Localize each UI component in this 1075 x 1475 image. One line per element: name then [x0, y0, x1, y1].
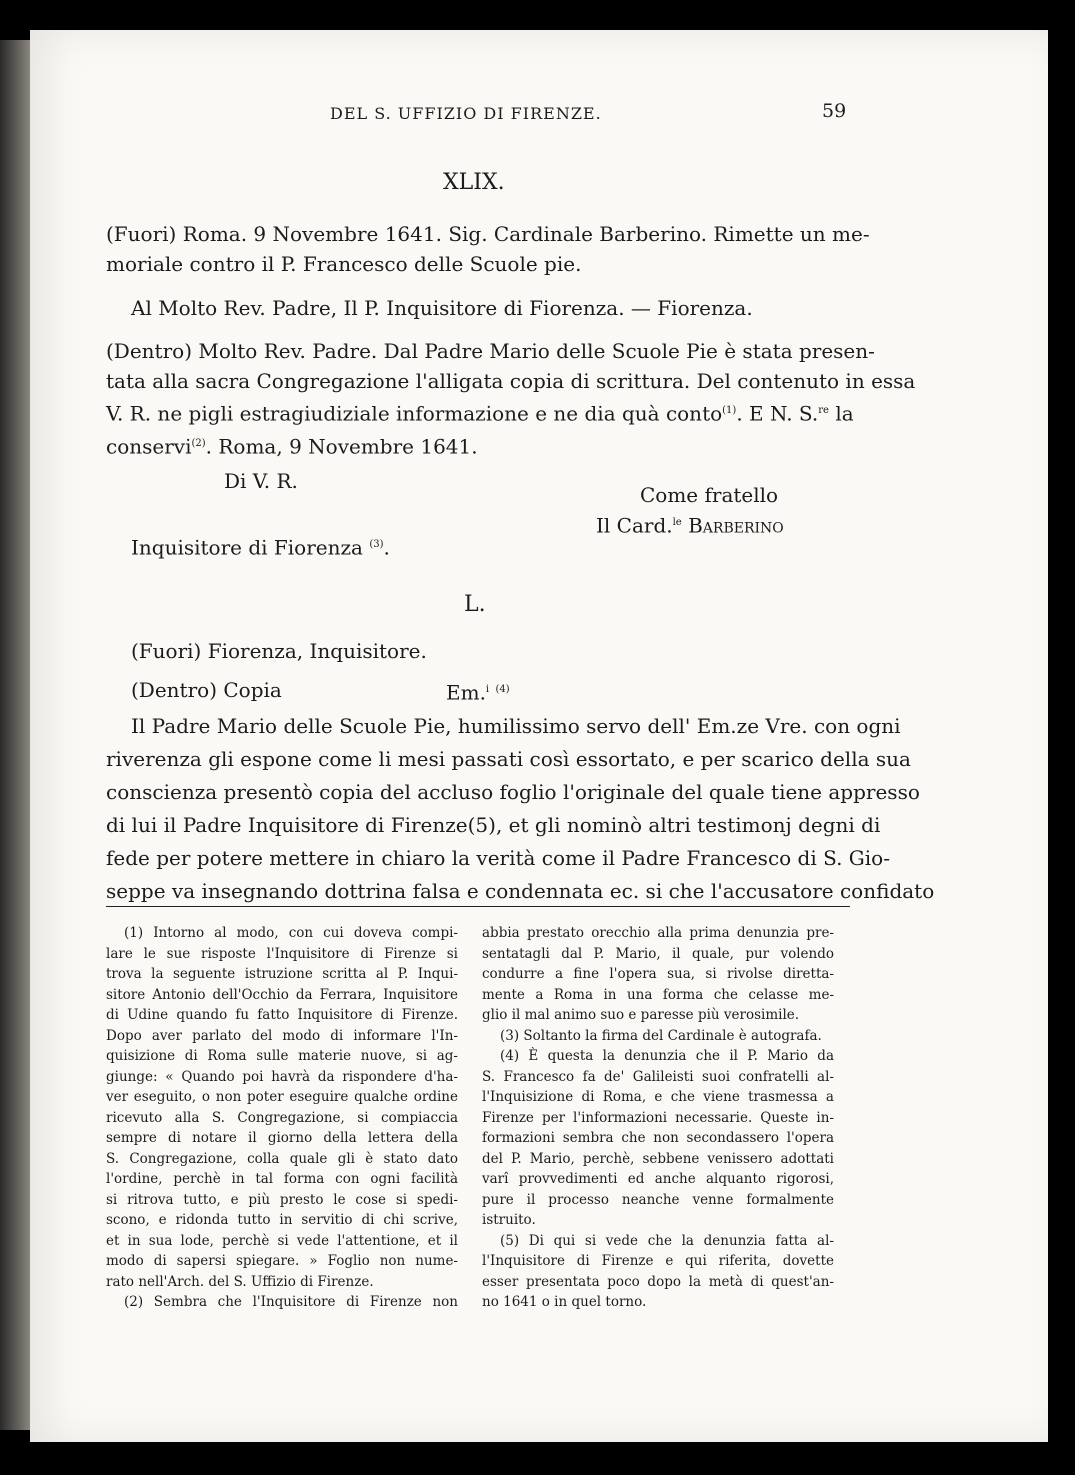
doc49-di-vr: Di V. R. [224, 469, 298, 493]
doc49-dentro [106, 336, 916, 461]
footnote-line: S. Congregazione, colla quale gli è stato dato [106, 1150, 458, 1167]
signature-name: Barberino [688, 513, 784, 538]
doc50-body [106, 710, 935, 908]
footnote-line: pure il processo neanche venne formalmente [482, 1191, 834, 1208]
text-line: moriale contro il P. Francesco delle Scuole pie. [106, 252, 582, 276]
text-segment: conservi [106, 434, 192, 459]
document-number-l: L. [464, 592, 486, 617]
footnote-line: istruito. [482, 1212, 536, 1228]
doc49-address: Al Molto Rev. Padre, Il P. Inquisitore di Fiorenza. — Fiorenza. [131, 296, 753, 320]
footnote-line: varî provvedimenti ed anche alquanto rigorosi, [482, 1171, 834, 1187]
signature-prefix: Il Card. [596, 513, 673, 538]
text-line: di lui il Padre Inquisitore di Firenze(5), et gli nominò altri testimonj degni di [106, 813, 881, 837]
doc50-fuori: (Fuori) Fiorenza, Inquisitore. [131, 639, 427, 663]
superscript: le [672, 517, 682, 528]
superscript: re [818, 405, 829, 416]
text-segment: V. R. ne pigli estragiudiziale informazione e ne dia quà conto [106, 401, 723, 426]
text-line: conscienza presentò copia del accluso foglio l'originale del quale tiene appresso [106, 780, 920, 804]
text-line: (Dentro) Molto Rev. Padre. Dal Padre Mario delle Scuole Pie è stata presen- [106, 339, 875, 363]
footnote-line: di Udine quando fu fatto Inquisitore di Firenze. [106, 1007, 458, 1023]
text-line-with-refs [106, 429, 850, 462]
footnotes-left-column [106, 923, 458, 1313]
footnote-line: giunge: « Quando poi havrà da rispondere d'ha- [106, 1068, 458, 1085]
footnote-line: modo di sapersi spiegare. » Foglio non nume- [106, 1253, 458, 1269]
running-head: DEL S. UFFIZIO DI FIRENZE. [330, 104, 602, 123]
footnote-line: (3) Soltanto la firma del Cardinale è autografa. [500, 1027, 822, 1044]
footnote-line: sitore Antonio dell'Occhio da Ferrara, Inquisitore [106, 986, 458, 1003]
doc49-closing: Come fratello [640, 483, 779, 507]
footnote-line: no 1641 o in quel torno. [482, 1294, 647, 1310]
footnote-line: l'ordine, perchè in tal forma con ogni facilità [106, 1171, 458, 1187]
footnote-line: scono, e ridonda tutto in servitio di chi scrive, [106, 1212, 458, 1228]
footnote-line: lare le sue risposte l'Inquisitore di Firenze si [106, 945, 458, 962]
doc50-em [446, 675, 510, 708]
text-line: riverenza gli espone come li mesi passati così essortato, e per scarico della sua [106, 747, 911, 771]
book-page [30, 30, 1048, 1442]
footnote-ref-1: (1) [722, 405, 737, 416]
text-segment: . Roma, 9 Novembre 1641. [205, 434, 478, 459]
footnote-ref-2: (2) [191, 437, 206, 449]
footnotes-right-column [482, 923, 834, 1313]
footnote-line: Firenze per l'informazioni necessarie. Queste in- [482, 1109, 834, 1126]
doc50-dentro: (Dentro) Copia [131, 678, 282, 702]
footnote-line: sentatagli dal P. Mario, il quale, pur volendo [482, 945, 834, 962]
text-line-with-refs [106, 396, 854, 429]
superscript: i [485, 684, 490, 695]
doc49-recipient: Inquisitore di Fiorenza $^{(3)}$. [131, 535, 390, 560]
footnote-line: glio il mal animo suo e paresse più verosimile. [482, 1007, 800, 1023]
footnote-line: formazioni sembra che non secondassero l'opera [482, 1130, 834, 1146]
footnote-line: esser presentata poco dopo la metà di quest'an- [482, 1273, 834, 1290]
footnote-line: (5) Di qui si vede che la denunzia fatta al- [500, 1232, 834, 1249]
footnote-line: ver eseguito, o non poter eseguire qualche ordine [106, 1089, 458, 1105]
footnote-ref-3: (3) [369, 539, 384, 550]
footnote-line: abbia prestato orecchio alla prima denunzia pre- [482, 925, 834, 941]
footnote-line: (2) Sembra che l'Inquisitore di Firenze non [124, 1294, 458, 1310]
text-segment: la [828, 401, 854, 426]
page-number: 59 [822, 100, 847, 122]
footnote-line: condurre a fine l'opera sua, si rivolse diretta- [482, 966, 834, 982]
text-line: Il Padre Mario delle Scuole Pie, humilissimo servo dell' Em.ze Vre. con ogni [131, 714, 901, 738]
footnote-line: (4) È questa la denunzia che il P. Mario da [500, 1048, 834, 1064]
text-line: fede per potere mettere in chiaro la verità come il Padre Francesco di S. Gio- [106, 846, 890, 870]
footnote-line: ricevuto alla S. Congregazione, si compiaccia [106, 1109, 458, 1126]
footnote-line: l'Inquisizione di Roma, e che viene trasmessa a [482, 1089, 834, 1105]
footnote-line: del P. Mario, perchè, sebbene venissero adottati [482, 1150, 834, 1167]
text-line: tata alla sacra Congregazione l'alligata copia di scrittura. Del contenuto in essa [106, 369, 916, 393]
footnote-line: quisizione di Roma sulle materie nuove, si ag- [106, 1048, 458, 1064]
footnote-line: (1) Intorno al modo, con cui doveva compi- [124, 925, 458, 941]
doc49-signature [596, 508, 784, 541]
text-segment: . E N. S. [736, 401, 819, 426]
em-text: Em. [446, 680, 486, 705]
footnote-line: et in sua lode, perchè si vede l'attentione, et il [106, 1232, 458, 1249]
footnote-ref-4: (4) [495, 684, 510, 695]
doc49-fuori [106, 219, 870, 279]
footnote-line: Dopo aver parlato del modo di informare l'In- [106, 1027, 458, 1044]
footnote-rule [106, 906, 850, 907]
footnote-line: trova la seguente istruzione scritta al P. Inqui- [106, 966, 458, 982]
text-line: seppe va insegnando dottrina falsa e condennata ec. si che l'accusatore confidato [106, 879, 935, 903]
footnote-line: l'Inquisitore di Firenze e qui riferita, dovette [482, 1253, 834, 1269]
footnote-line: rato nell'Arch. del S. Uffizio di Firenze. [106, 1273, 374, 1290]
footnote-line: sempre di notare il giorno della lettera della [106, 1130, 458, 1146]
text-line: (Fuori) Roma. 9 Novembre 1641. Sig. Cardinale Barberino. Rimette un me- [106, 222, 870, 246]
footnote-line: si ritrova tutto, e più presto le cose si spedi- [106, 1191, 458, 1208]
footnote-line: mente a Roma in una forma che celasse me- [482, 986, 834, 1003]
footnote-line: S. Francesco fa de' Galileisti suoi confratelli al- [482, 1068, 834, 1085]
document-number-xlix: XLIX. [443, 170, 505, 195]
recipient-text: Inquisitore di Fiorenza [131, 535, 363, 560]
